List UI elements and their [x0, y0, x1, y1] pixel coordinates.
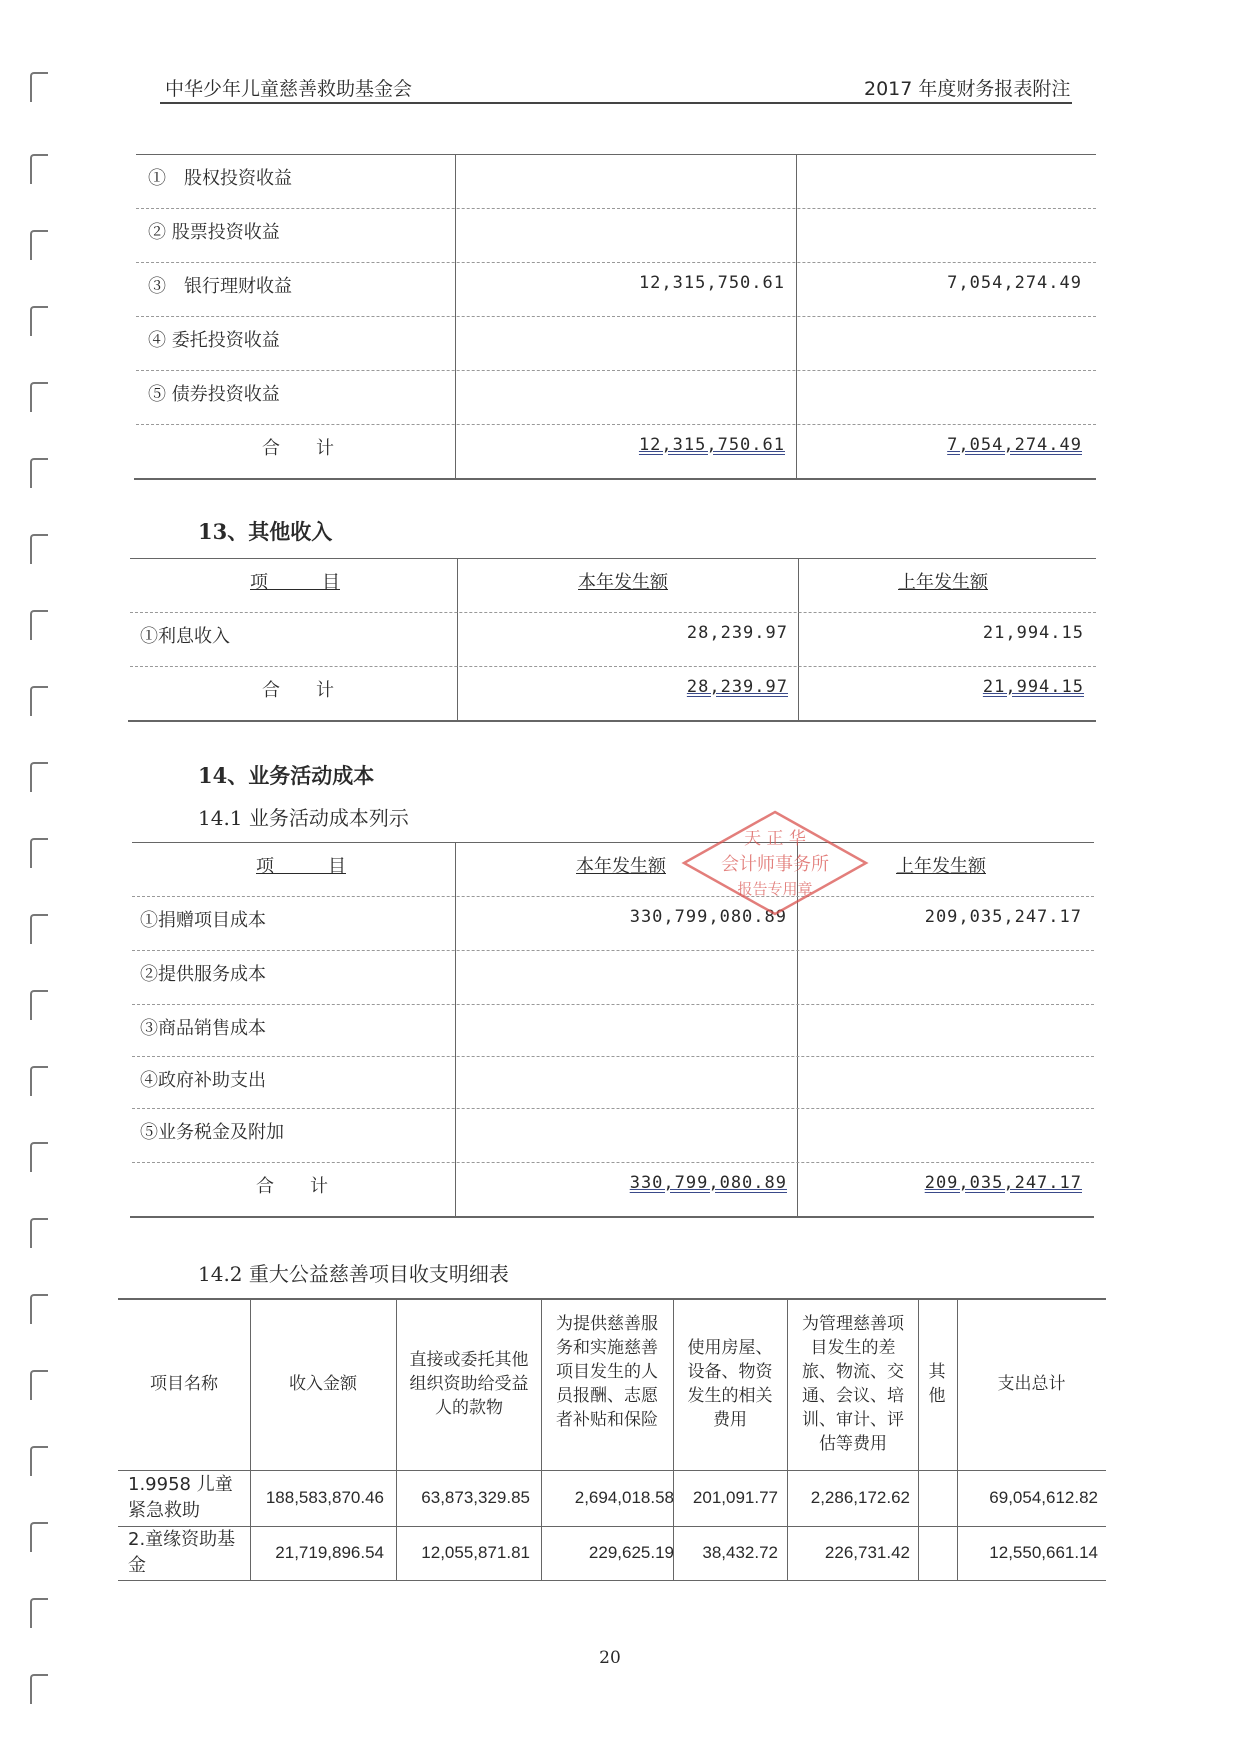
total-label: 合 计: [256, 1176, 328, 1197]
section-title-other-income: 13、其他收入: [198, 519, 333, 544]
col-header-item: 项 目: [250, 572, 340, 593]
header-total: 支出总计: [997, 1374, 1066, 1394]
col-header-item: 项 目: [256, 856, 346, 877]
col-header-current: 本年发生额: [576, 856, 666, 877]
total-prior: 7,054,274.49: [947, 435, 1082, 455]
interest-current: 28,239.97: [686, 623, 788, 643]
header-admin: 为管理慈善项目发生的差旅、物流、交通、会议、培训、审计、评估等费用: [802, 1314, 904, 1454]
personnel-cell: 2,694,018.58: [574, 1488, 674, 1507]
table-row-label: ①利息收入: [140, 626, 230, 647]
facility-cell: 38,432.72: [702, 1543, 778, 1562]
section-title-business-cost: 14、业务活动成本: [198, 763, 375, 788]
total-label: 合 计: [262, 680, 334, 701]
interest-prior: 21,994.15: [982, 623, 1084, 643]
header-income: 收入金额: [289, 1374, 357, 1394]
direct-aid-cell: 12,055,871.81: [421, 1543, 530, 1562]
audit-stamp: [680, 808, 870, 918]
total-label: 合 计: [262, 438, 334, 459]
header-project-name: 项目名称: [150, 1374, 218, 1394]
income-cell: 188,583,870.46: [265, 1488, 384, 1507]
total-current: 330,799,080.89: [629, 1173, 787, 1193]
admin-cell: 226,731.42: [824, 1543, 910, 1562]
page-number: 20: [599, 1648, 621, 1668]
table-row-label: ①捐赠项目成本: [140, 910, 266, 931]
stamp-line1: 天 正 华: [744, 829, 806, 849]
total-cell: 12,550,661.14: [989, 1543, 1098, 1562]
table-row-label: ④ 委托投资收益: [148, 330, 280, 351]
total-prior: 21,994.15: [982, 677, 1084, 697]
header-direct-aid: 直接或委托其他组织资助给受益人的款物: [409, 1350, 529, 1418]
header-org: 中华少年儿童慈善救助基金会: [165, 78, 413, 100]
bank-wealth-current: 12,315,750.61: [638, 273, 785, 293]
table-row-label: ⑤业务税金及附加: [140, 1122, 284, 1143]
subsection-title-project-detail: 14.2 重大公益慈善项目收支明细表: [198, 1262, 509, 1286]
table-row-label: ②提供服务成本: [140, 964, 266, 985]
donation-cost-current: 330,799,080.89: [629, 907, 787, 927]
header-rule: [160, 102, 1072, 104]
header-facility: 使用房屋、设备、物资发生的相关费用: [687, 1338, 773, 1430]
table-row-label: ④政府补助支出: [140, 1070, 266, 1091]
total-prior: 209,035,247.17: [924, 1173, 1082, 1193]
stamp-line3: 报告专用章: [737, 880, 813, 898]
income-cell: 21,719,896.54: [275, 1543, 384, 1562]
personnel-cell: 229,625.19: [588, 1543, 674, 1562]
header-other: 其他: [928, 1362, 946, 1406]
subsection-title-cost-list: 14.1 业务活动成本列示: [198, 806, 409, 830]
admin-cell: 2,286,172.62: [810, 1488, 910, 1507]
col-header-prior: 上年发生额: [898, 572, 988, 593]
table-row-label: ⑤ 债券投资收益: [148, 384, 280, 405]
bank-wealth-prior: 7,054,274.49: [947, 273, 1082, 293]
project-name: 1.9958 儿童紧急救助: [128, 1474, 233, 1521]
header-report: 2017 年度财务报表附注: [864, 78, 1071, 100]
header-personnel: 为提供慈善服务和实施慈善项目发生的人员报酬、志愿者补贴和保险: [556, 1314, 658, 1430]
table-row-label: ② 股票投资收益: [148, 222, 280, 243]
col-header-current: 本年发生额: [578, 572, 668, 593]
col-header-prior: 上年发生额: [896, 856, 986, 877]
stamp-line2: 会计师事务所: [721, 854, 829, 875]
total-current: 28,239.97: [686, 677, 788, 697]
table-row-label: ③商品销售成本: [140, 1018, 266, 1039]
total-cell: 69,054,612.82: [989, 1488, 1098, 1507]
donation-cost-prior: 209,035,247.17: [924, 907, 1082, 927]
table-row-label: ③ 银行理财收益: [148, 276, 292, 297]
direct-aid-cell: 63,873,329.85: [421, 1488, 530, 1507]
table-row-label: ① 股权投资收益: [148, 168, 292, 189]
project-name: 2.童缘资助基金: [128, 1529, 236, 1576]
total-current: 12,315,750.61: [638, 435, 785, 455]
facility-cell: 201,091.77: [692, 1488, 778, 1507]
